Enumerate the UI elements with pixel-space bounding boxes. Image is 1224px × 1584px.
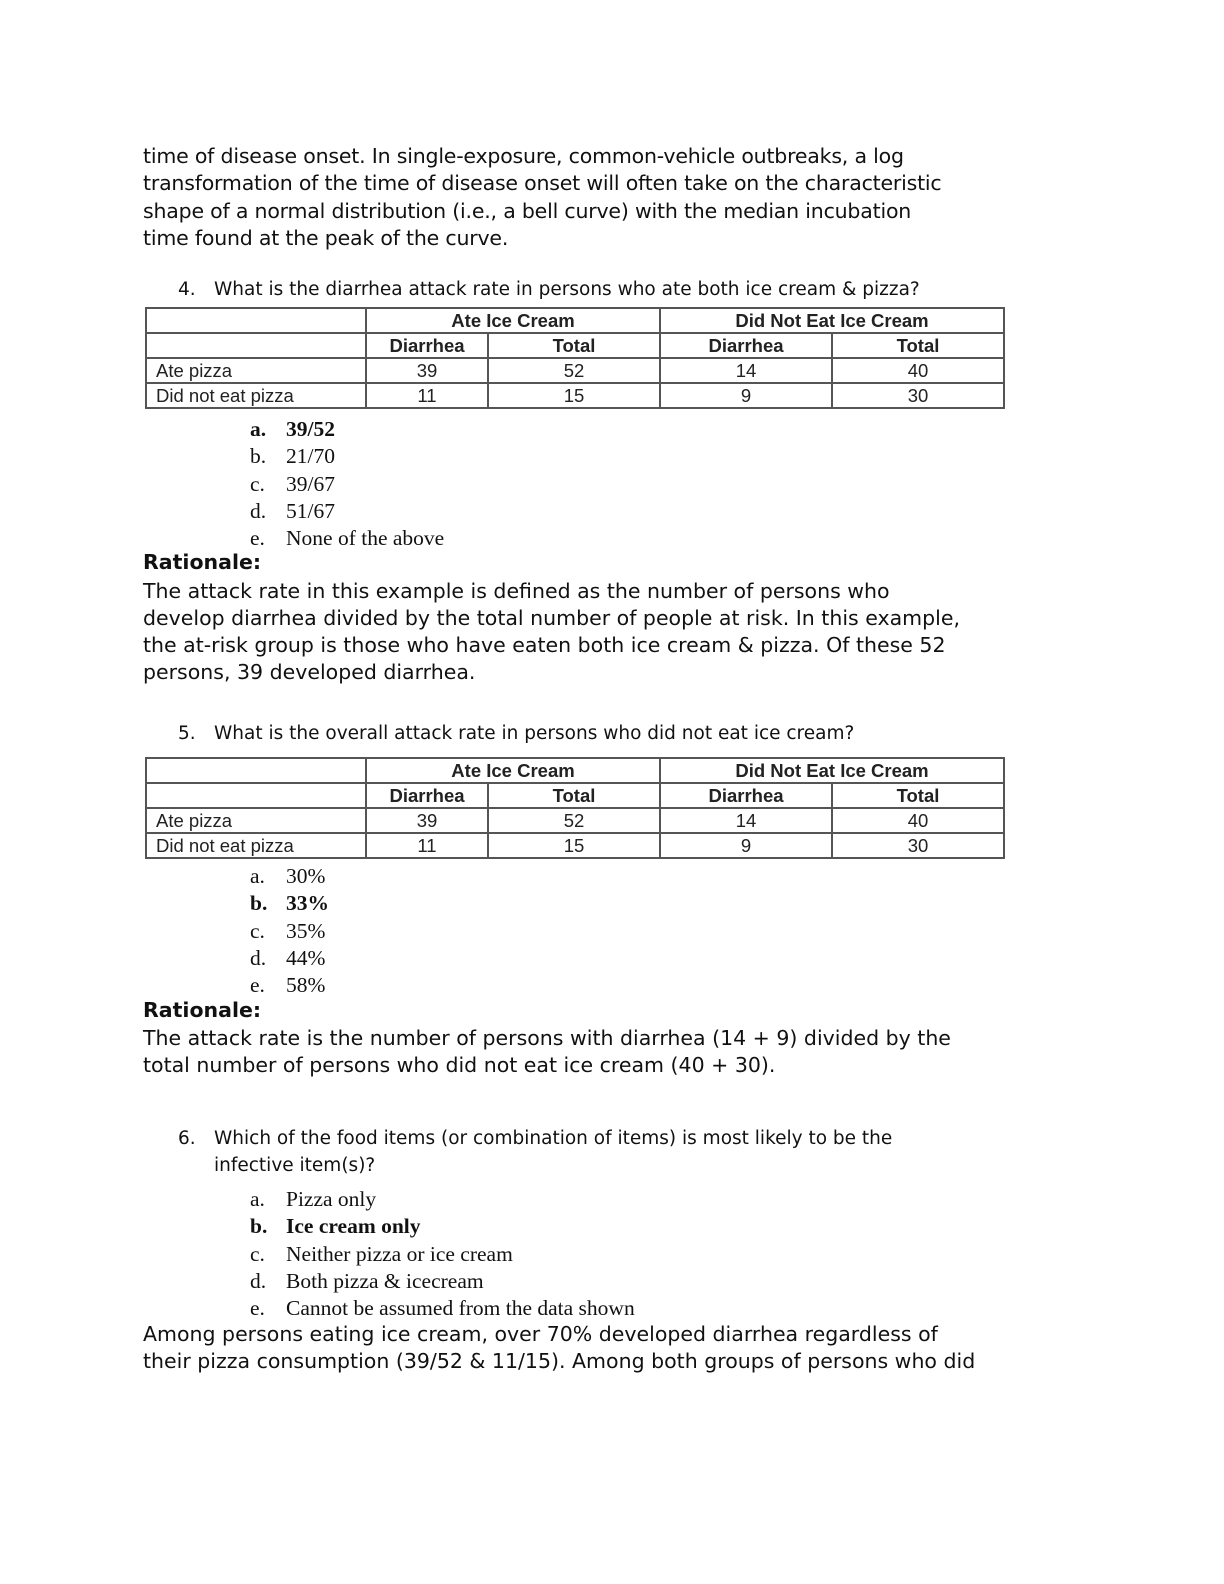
table-cell: 39 (366, 808, 488, 833)
option-text: 44% (286, 945, 326, 970)
table-cell: 30 (832, 383, 1004, 408)
option-letter: b. (250, 891, 268, 916)
table-header-row (146, 308, 1004, 333)
question-number: 4. (178, 279, 196, 300)
table-row (146, 383, 1004, 408)
intro-line: shape of a normal distribution (i.e., a bell curve) with the median incubation (143, 198, 912, 223)
row-label: Ate pizza (146, 358, 366, 383)
option-d (250, 1268, 635, 1295)
row-label: Did not eat pizza (146, 383, 366, 408)
rationale-line: The attack rate in this example is defined as the number of persons who (143, 579, 890, 603)
question-number: 6. (178, 1128, 196, 1149)
option-text: Pizza only (286, 1187, 377, 1211)
option-letter: c. (250, 471, 265, 496)
rationale-line: their pizza consumption (39/52 & 11/15). Among both groups of persons who did (143, 1349, 976, 1373)
table-subheader-row (146, 333, 1004, 358)
option-text: Cannot be assumed from the data shown (286, 1296, 635, 1321)
option-b (250, 890, 329, 917)
column-header: Total (488, 783, 660, 808)
option-text: 39/52 (286, 417, 335, 441)
option-e (250, 525, 444, 552)
table-cell: 15 (488, 833, 660, 858)
option-b (250, 1213, 635, 1240)
option-letter: a. (250, 417, 267, 441)
option-letter: e. (250, 1296, 265, 1321)
option-text: 30% (286, 864, 326, 888)
table-row (146, 358, 1004, 383)
table-corner-cell (146, 308, 366, 333)
option-letter: b. (250, 1214, 268, 1239)
rationale-line: Among persons eating ice cream, over 70% developed diarrhea regardless of (143, 1322, 938, 1346)
intro-line: transformation of the time of disease onset will often take on the characteristic (143, 171, 942, 196)
option-text: 21/70 (286, 444, 335, 469)
option-letter: d. (250, 498, 267, 523)
table-cell: 14 (660, 358, 832, 383)
group-header: Ate Ice Cream (366, 308, 660, 333)
table-cell: 11 (366, 383, 488, 408)
intro-paragraph (143, 143, 1083, 252)
option-c (250, 918, 329, 945)
group-header: Did Not Eat Ice Cream (660, 758, 1004, 783)
question-text: What is the diarrhea attack rate in persons who ate both ice cream & pizza? (214, 279, 920, 300)
table-subheader-row (146, 783, 1004, 808)
table-cell: 30 (832, 833, 1004, 858)
option-text: 51/67 (286, 498, 335, 523)
option-letter: b. (250, 444, 267, 469)
rationale-line: total number of persons who did not eat ice cream (40 + 30). (143, 1053, 776, 1077)
option-c (250, 1241, 635, 1268)
option-letter: d. (250, 945, 267, 970)
option-letter: e. (250, 526, 265, 551)
option-a (250, 863, 329, 890)
question-text: What is the overall attack rate in persons who did not eat ice cream? (214, 723, 855, 744)
column-header: Total (832, 783, 1004, 808)
question-line: Which of the food items (or combination of items) is most likely to be the (214, 1128, 893, 1149)
column-header: Diarrhea (660, 783, 832, 808)
data-table-q4 (145, 307, 1005, 409)
group-header: Ate Ice Cream (366, 758, 660, 783)
option-e (250, 972, 329, 999)
column-header: Total (832, 333, 1004, 358)
rationale-line: persons, 39 developed diarrhea. (143, 660, 476, 684)
table-header-row (146, 758, 1004, 783)
row-label: Ate pizza (146, 808, 366, 833)
option-e (250, 1295, 635, 1322)
option-c (250, 471, 444, 498)
question-text (214, 1125, 994, 1179)
option-text: None of the above (286, 526, 445, 551)
group-header: Did Not Eat Ice Cream (660, 308, 1004, 333)
column-header: Total (488, 333, 660, 358)
table-cell: 40 (832, 358, 1004, 383)
option-b (250, 443, 444, 470)
intro-line: time of disease onset. In single-exposure, common-vehicle outbreaks, a log (143, 144, 904, 168)
rationale-body (143, 1321, 1083, 1375)
option-letter: c. (250, 1241, 265, 1266)
rationale-line: the at-risk group is those who have eaten both ice cream & pizza. Of these 52 (143, 633, 946, 657)
table-cell: 39 (366, 358, 488, 383)
table-cell: 40 (832, 808, 1004, 833)
option-text: Ice cream only (286, 1214, 421, 1239)
table-corner-cell (146, 758, 366, 783)
option-letter: a. (250, 864, 265, 888)
table-row (146, 808, 1004, 833)
option-text: 35% (286, 918, 326, 943)
options-list-q6 (250, 1186, 635, 1322)
rationale-body (143, 1025, 1083, 1079)
rationale-line: develop diarrhea divided by the total number of people at risk. In this example, (143, 606, 960, 630)
table-cell: 9 (660, 383, 832, 408)
option-a (250, 416, 444, 443)
option-letter: a. (250, 1187, 265, 1211)
rationale-title: Rationale: (143, 550, 262, 574)
options-list-q5 (250, 863, 329, 999)
option-text: Neither pizza or ice cream (286, 1241, 513, 1266)
table-empty-cell (146, 783, 366, 808)
table-empty-cell (146, 333, 366, 358)
options-list-q4 (250, 416, 444, 552)
option-text: 58% (286, 973, 326, 998)
column-header: Diarrhea (366, 333, 488, 358)
option-d (250, 945, 329, 972)
option-text: Both pizza & icecream (286, 1268, 484, 1293)
option-text: 39/67 (286, 471, 335, 496)
rationale-body (143, 578, 1083, 686)
question-number: 5. (178, 723, 196, 744)
column-header: Diarrhea (660, 333, 832, 358)
option-text: 33% (286, 891, 329, 916)
table-cell: 11 (366, 833, 488, 858)
row-label: Did not eat pizza (146, 833, 366, 858)
table-cell: 9 (660, 833, 832, 858)
question-line: infective item(s)? (214, 1155, 376, 1176)
option-a (250, 1186, 635, 1213)
intro-line: time found at the peak of the curve. (143, 225, 509, 250)
option-letter: e. (250, 973, 265, 998)
table-row (146, 833, 1004, 858)
table-cell: 15 (488, 383, 660, 408)
data-table-q5 (145, 757, 1005, 859)
table-cell: 14 (660, 808, 832, 833)
rationale-title: Rationale: (143, 998, 262, 1022)
rationale-line: The attack rate is the number of persons with diarrhea (14 + 9) divided by the (143, 1026, 951, 1050)
option-letter: c. (250, 918, 265, 943)
table-cell: 52 (488, 808, 660, 833)
table-cell: 52 (488, 358, 660, 383)
option-d (250, 498, 444, 525)
option-letter: d. (250, 1268, 267, 1293)
column-header: Diarrhea (366, 783, 488, 808)
